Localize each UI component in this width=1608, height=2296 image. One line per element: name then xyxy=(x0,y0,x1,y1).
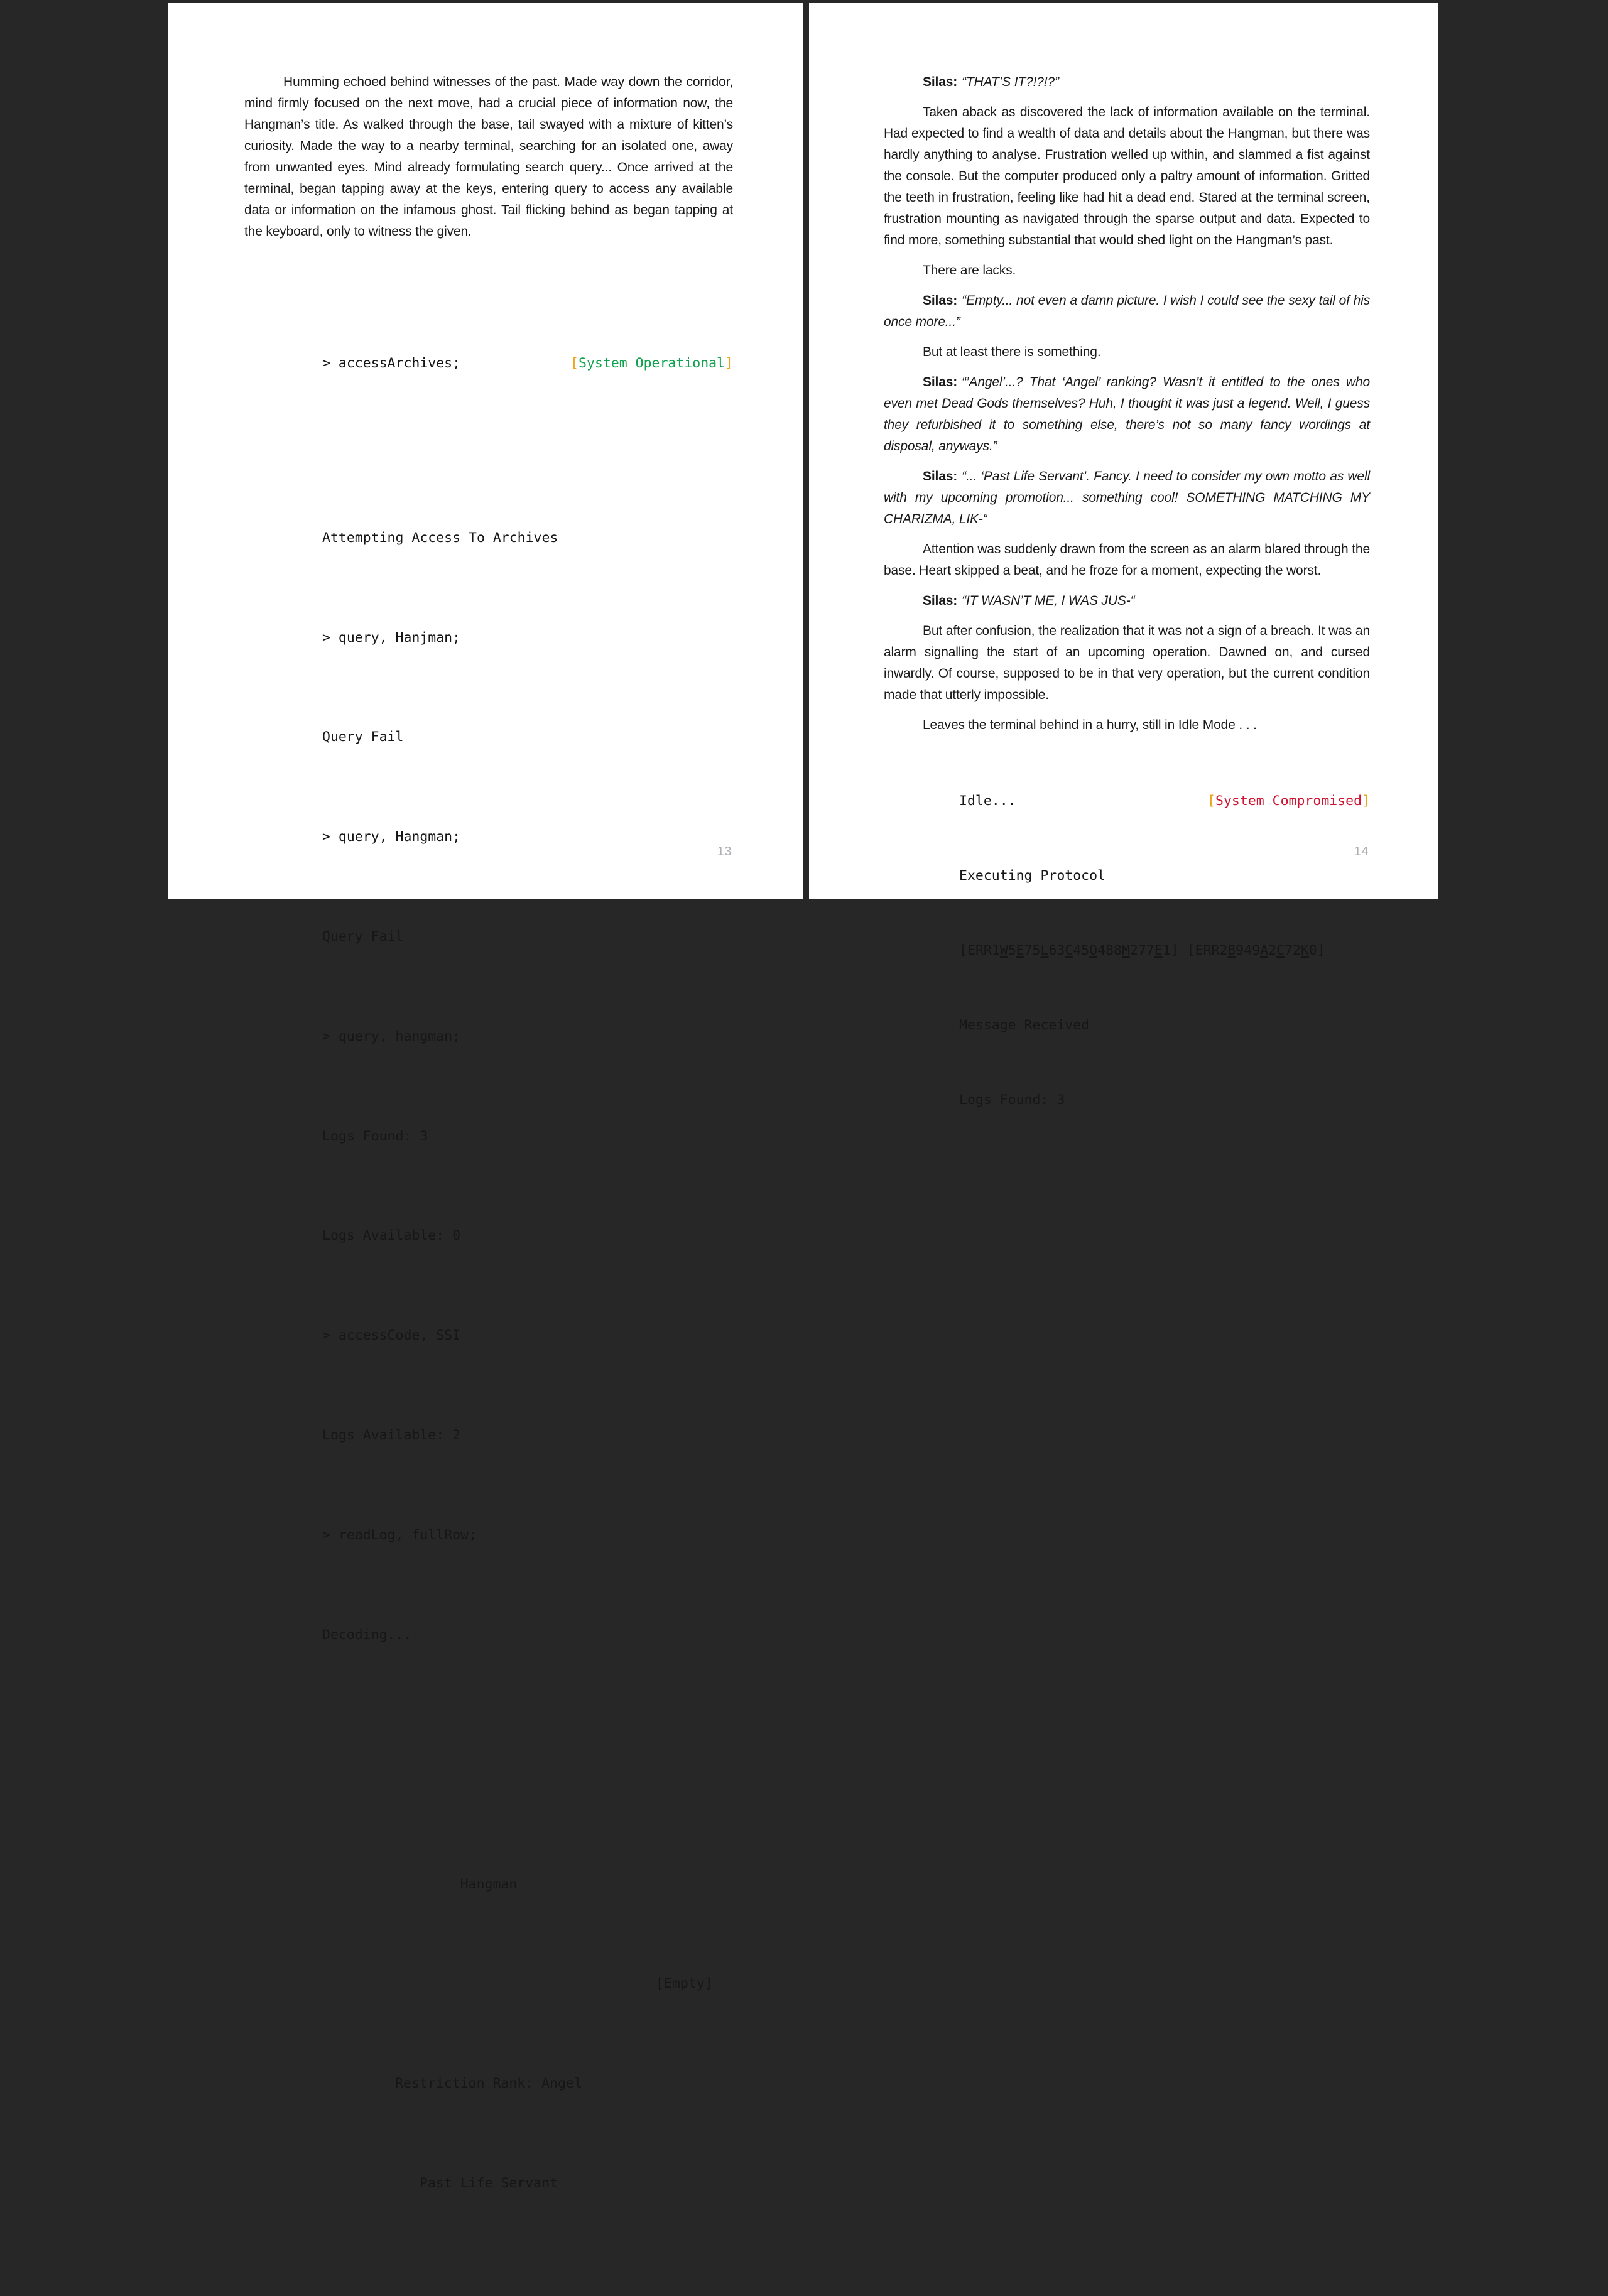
terminal-line: > query, hangman; xyxy=(322,1028,461,1044)
terminal-command-lines xyxy=(322,301,733,1747)
system-operational-label: System Operational xyxy=(579,355,725,371)
terminal-lines xyxy=(322,426,733,1698)
story-paragraph xyxy=(884,102,1370,251)
speaker-label: Silas: xyxy=(923,293,958,308)
system-status-tag xyxy=(570,351,733,376)
terminal-line: > readLog, fullRow; xyxy=(322,1527,477,1543)
terminal-line-logs: Logs Found: 3 xyxy=(959,1092,1065,1108)
terminal-line: Logs Available: 0 xyxy=(322,1228,461,1244)
decoded-log-output xyxy=(244,1797,733,2246)
terminal-line: Query Fail xyxy=(322,928,404,945)
narration-text: Attention was suddenly drawn from the screen as an alarm blared through the base. Heart skipped a beat, and he froze for a moment, expecting the worst. xyxy=(884,542,1370,578)
narration-text: There are lacks. xyxy=(923,263,1016,278)
narration-text: Taken aback as discovered the lack of information available on the terminal. Had expected to find a wealth of data and details about the Hangman, but there was hardly anything to analyse. Frustration welled up within, and slammed a fist against the console. But the computer produced only a paltry amount of information. Gritted the teeth in frustration, feeling like had hit a dead end. Stared at the terminal screen, frustration mounting as navigated through the sparse output and data. Expected to find more, something substantial that would shed light on the Hangman’s past. xyxy=(884,105,1370,247)
terminal-line: Query Fail xyxy=(322,729,404,745)
speaker-label: Silas: xyxy=(923,375,958,389)
terminal-command: > accessArchives; xyxy=(322,355,461,371)
terminal-line-message: Message Received xyxy=(959,1017,1090,1034)
speaker-label: Silas: xyxy=(923,469,958,484)
page-number: 14 xyxy=(1354,845,1369,858)
terminal-output-block xyxy=(244,251,733,2296)
terminal-status-line xyxy=(322,351,733,376)
dialogue-text: “THAT’S IT?!?!?” xyxy=(962,75,1059,89)
status-open-bracket: [ xyxy=(1207,793,1216,809)
story-paragraphs xyxy=(884,72,1370,736)
speaker-label: Silas: xyxy=(923,593,958,608)
narration-paragraph: Humming echoed behind witnesses of the past. Made way down the corridor, mind firmly focused on the next move, had a crucial piece of information now, the Hangman’s title. As walked through the base, tail swayed with a mixture of kitten’s curiosity. Made the way to a nearby terminal, searching for an isolated one, away from unwanted eyes. Mind already formulating search query... Once arrived at the terminal, began tapping away at the keys, entering query to access any available data or information on the infamous ghost. Tail flicking behind as began tapping at the keyboard, only to witness the given. xyxy=(244,75,733,239)
terminal-error-codes: [ERR1W5E75L63C45O488M277E1] [ERR2B949A2C72K0] xyxy=(959,943,1325,959)
dialogue-text: “... ‘Past Life Servant’. Fancy. I need to consider my own motto as well with my upcoming promotion... something cool! SOMETHING MATCHING MY CHARIZMA, LIK-“ xyxy=(884,469,1370,526)
log-title: Hangman xyxy=(460,1876,518,1892)
status-open-bracket: [ xyxy=(570,355,579,371)
story-paragraph xyxy=(884,342,1370,363)
status-close-bracket: ] xyxy=(1362,793,1370,809)
narration-text: But after confusion, the realization that it was not a sign of a breach. It was an alarm signalling the start of an upcoming operation. Dawned on, and cursed inwardly. Of course, supposed to be in that very operation, but the current condition made that utterly impossible. xyxy=(884,624,1370,702)
story-paragraph xyxy=(884,72,1370,93)
dialogue-text: “Empty... not even a damn picture. I wish I could see the sexy tail of his once more...” xyxy=(884,293,1370,329)
log-motto: Past Life Servant xyxy=(419,2175,558,2192)
log-restriction-rank: Restriction Rank: Angel xyxy=(395,2076,582,2092)
terminal-command: Idle... xyxy=(959,793,1016,809)
system-status-tag xyxy=(1207,789,1370,814)
narration-text: Leaves the terminal behind in a hurry, still in Idle Mode . . . xyxy=(923,718,1257,732)
terminal-line: > accessCode, SSI xyxy=(322,1328,461,1344)
speaker-label: Silas: xyxy=(923,75,958,89)
story-paragraph xyxy=(884,260,1370,281)
terminal-line-protocol: Executing Protocol xyxy=(959,867,1106,884)
status-close-bracket: ] xyxy=(725,355,733,371)
story-paragraph xyxy=(884,539,1370,582)
story-paragraph xyxy=(884,372,1370,457)
terminal-line: Logs Available: 2 xyxy=(322,1427,461,1444)
terminal-line: > query, Hanjman; xyxy=(322,629,461,646)
terminal-command-lines xyxy=(959,739,1370,1162)
story-paragraph xyxy=(884,290,1370,333)
narration-text: But at least there is something. xyxy=(923,345,1101,359)
page-13 xyxy=(168,3,803,2192)
log-photo-empty: [Empty] xyxy=(656,1976,713,1992)
story-paragraph xyxy=(884,590,1370,612)
terminal-status-line xyxy=(959,789,1370,814)
terminal-line: Logs Found: 3 xyxy=(322,1128,428,1144)
story-paragraph xyxy=(884,466,1370,530)
page-14 xyxy=(809,3,1438,1108)
system-compromised-label: System Compromised xyxy=(1215,793,1362,809)
terminal-line: Attempting Access To Archives xyxy=(322,529,558,546)
dialogue-text: “’Angel’...? That ‘Angel’ ranking? Wasn’t it entitled to the ones who even met Dead Gods themselves? Huh, I thought it was just a legend. Well, I guess they refurbished it to something else, there’s not so many fancy wordings at disposal, anyways.” xyxy=(884,375,1370,453)
page-number: 13 xyxy=(717,845,732,858)
dialogue-text: “IT WASN’T ME, I WAS JUS-“ xyxy=(962,593,1135,608)
terminal-idle-block xyxy=(884,689,1370,1213)
terminal-line: > query, Hangman; xyxy=(322,829,461,845)
terminal-line: Decoding... xyxy=(322,1627,412,1643)
